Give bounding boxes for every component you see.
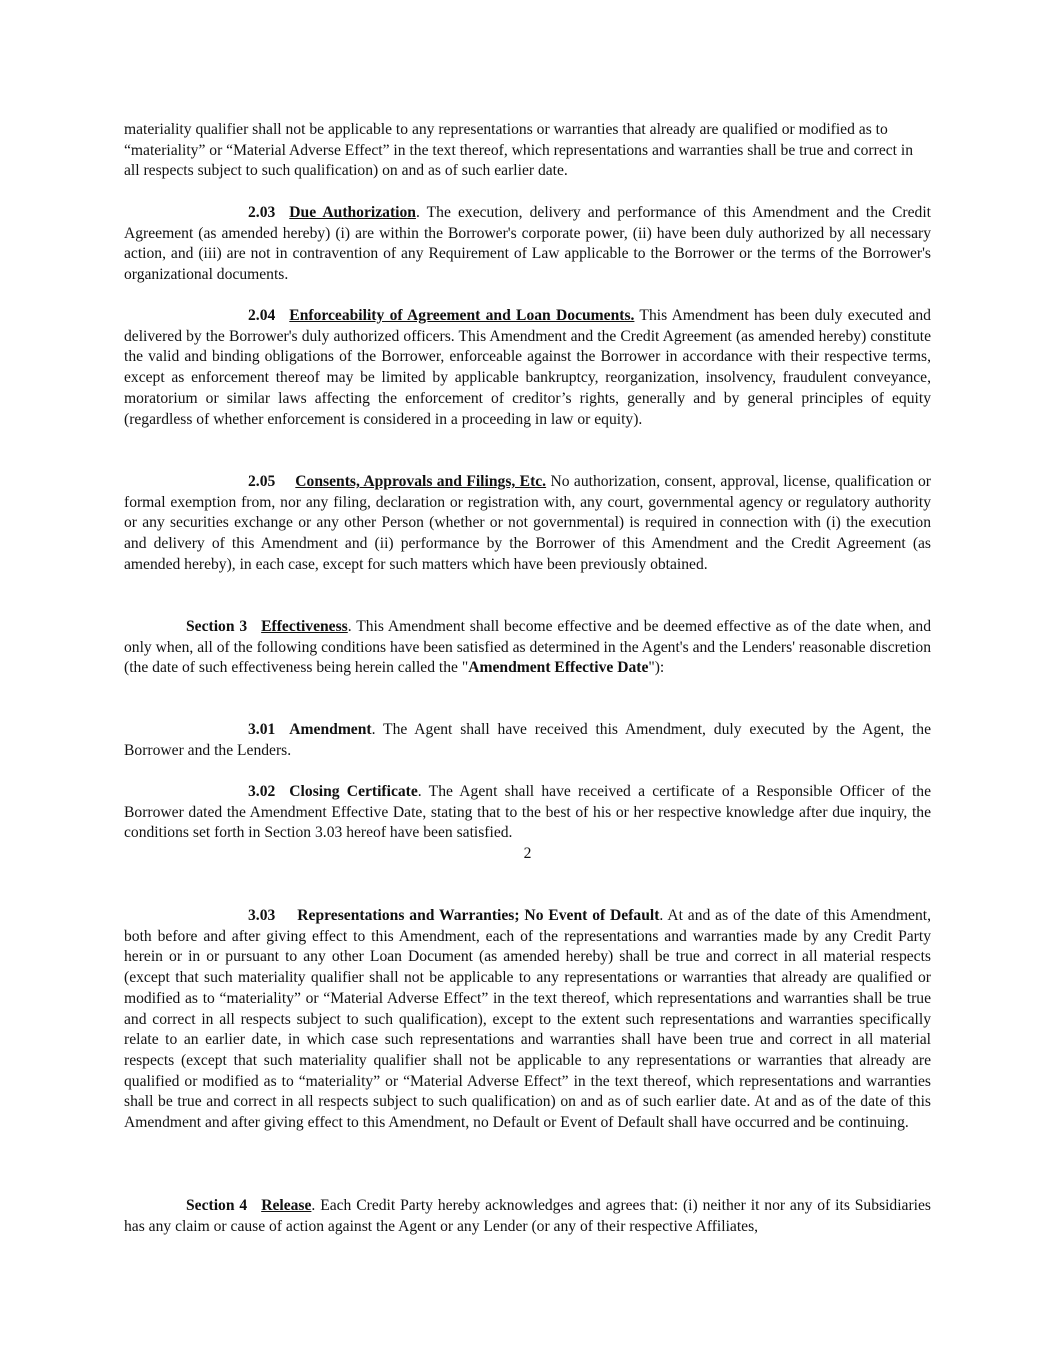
section-body: . The execution, delivery and performance of this Amendment and the Credit Agreement (as amended hereby) (i) are within the Borrower's corporate power, (ii) have been duly authorized by all necessary action, and (iii) are not in contravention of any Requirement of Law applicable to the Borrower or the terms of the Borrower's organizational documents. xyxy=(124,204,931,284)
section-title: Effectiveness xyxy=(261,618,348,635)
section-title: Consents, Approvals and Filings, Etc. xyxy=(295,473,547,490)
section-4 xyxy=(124,1196,931,1237)
section-number: 2.05 xyxy=(248,473,276,490)
section-title: Amendment xyxy=(289,721,372,738)
section-title: Representations and Warranties; No Event of Default xyxy=(297,907,660,924)
section-label: Section 4 xyxy=(186,1197,248,1214)
section-2-04 xyxy=(124,306,931,430)
section-body: . The Agent shall have received a certificate of a Responsible Officer of the Borrower dated the Amendment Effective Date, stating that to the best of his or her respective knowledge after due inquiry, the conditions set forth in Section 3.03 hereof have been satisfied. xyxy=(124,783,931,842)
section-title: Closing Certificate xyxy=(289,783,418,800)
section-3-02 xyxy=(124,782,931,844)
section-2-05 xyxy=(124,472,931,576)
defined-term: Amendment Effective Date xyxy=(468,659,649,677)
section-body: . This Amendment shall become effective and be deemed effective as of the date when, and only when, all of the following conditions have been satisfied as determined in the Agent's and the Lenders' reasonable discretion (the date of such effectiveness being herein called the " xyxy=(124,618,931,677)
continuation-paragraph: materiality qualifier shall not be applicable to any representations or warranties that already are qualified or modified as to “materiality” or “Material Adverse Effect” in the text thereof, which representations and warranties shall be true and correct in all respects subject to such qualification) on and as of such earlier date. xyxy=(124,121,914,180)
section-body: No authorization, consent, approval, license, qualification or formal exemption from, nor any filing, declaration or registration with, any court, governmental agency or regulatory authority or any securities exchange or any other Person (whether or not governmental) is required in connection with (i) the execution and delivery of this Amendment and (ii) performance by the Borrower of this Amendment and the Credit Agreement (as amended hereby), in each case, except for such matters which have been previously obtained. xyxy=(124,473,931,573)
section-title: Enforceability of Agreement and Loan Documents. xyxy=(289,307,635,324)
section-number: 3.03 xyxy=(248,907,276,924)
section-title: Due Authorization xyxy=(289,204,416,221)
section-number: 3.01 xyxy=(248,721,276,738)
section-3-01 xyxy=(124,720,931,761)
section-label: Section 3 xyxy=(186,618,248,635)
section-body: This Amendment has been duly executed and delivered by the Borrower's duly authorized officers. This Amendment and the Credit Agreement (as amended hereby) constitute the valid and binding obligations of the Borrower, enforceable against the Borrower in accordance with their respective terms, except as enforcement thereof may be limited by applicable bankruptcy, reorganization, insolvency, fraudulent conveyance, moratorium or similar laws affecting the enforcement of creditor’s rights, generally and by general principles of equity (regardless of whether enforcement is considered in a proceeding in law or equity). xyxy=(124,307,931,428)
section-body-end: "): xyxy=(648,659,665,677)
section-number: 2.03 xyxy=(248,204,276,221)
section-2-03 xyxy=(124,203,931,286)
section-3 xyxy=(124,617,931,679)
section-body: . At and as of the date of this Amendment, both before and after giving effect to this Amendment, each of the representations and warranties made by any Credit Party herein or in or pursuant to any other Loan Document (as amended hereby) shall be true and correct in all material respects (except that such materiality qualifier shall not be applicable to any representations or warranties that already are qualified or modified as to “materiality” or “Material Adverse Effect” in the text thereof, which representations and warranties shall be true and correct in all respects subject to such qualification), except to the extent such representations and warranties specifically relate to an earlier date, in which case such representations and warranties shall have been true and correct in all material respects (except that such materiality qualifier shall not be applicable to any representations or warranties that already are qualified or modified as to “materiality” or “Material Adverse Effect” in the text thereof, which representations and warranties shall be true and correct in all respects subject to such qualification) on and as of such earlier date. At and as of the date of this Amendment and after giving effect to this Amendment, no Default or Event of Default shall have occurred and be continuing. xyxy=(124,907,931,1132)
section-body: . The Agent shall have received this Amendment, duly executed by the Agent, the Borrower and the Lenders. xyxy=(124,721,931,759)
section-body: . Each Credit Party hereby acknowledges and agrees that: (i) neither it nor any of its Subsidiaries has any claim or cause of action against the Agent or any Lender (or any of their respective Affiliates, xyxy=(124,1197,931,1235)
page-number: 2 xyxy=(523,845,532,862)
section-3-03 xyxy=(124,906,931,1134)
section-number: 2.04 xyxy=(248,307,276,324)
section-title: Release xyxy=(261,1197,312,1214)
section-number: 3.02 xyxy=(248,783,276,800)
